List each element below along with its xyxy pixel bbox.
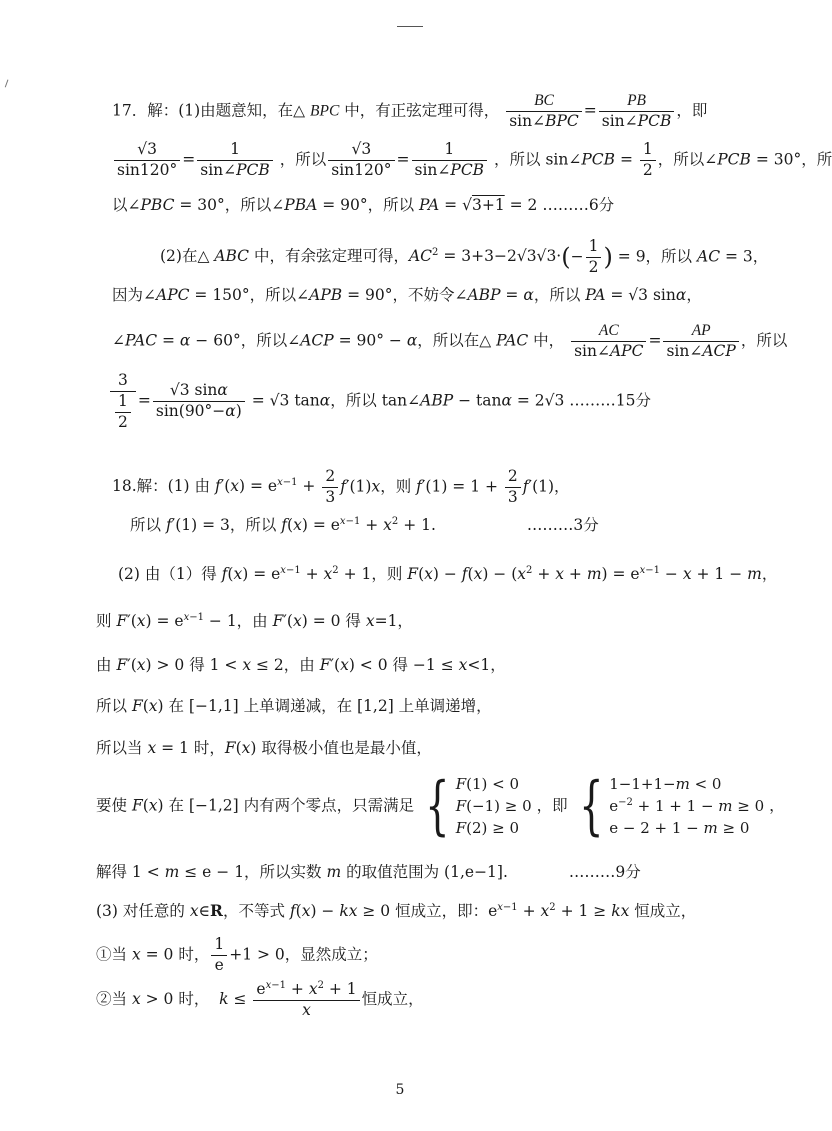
- line-18-2d: 所以 F(x) 在 [−1,1] 上单调递减，在 [1,2] 上单调递增，: [96, 697, 492, 715]
- line-17-2a: (2)在△ ABC 中，有余弦定理可得，$AC^2 = 3+3-2√3√3\cdot(-$ $\frac{1}{2}$ ) = 9，所以 AC = 3，: [160, 237, 769, 276]
- line-18-2f: 要使 F(x) 在 [−1,2] 内有两个零点，只需满足 { F(1) < 0 F(−1) ≥ 0 F(2) ≥ 0 ，即 { 1−1+1−m < 0 $e^{-2} + 1 + 1 - m \ge 0$ e − 2 + 1 − m ≥ 0 ，: [96, 769, 785, 843]
- line-18-3b: ①当 x = 0 时， $\frac{1}{e}$ +1 > 0，显然成立；: [96, 935, 378, 974]
- line-17-1b: $\frac{√3}{\sin 120^\circ}$ = 1 sin∠PCB ，所以 $\frac{√3}{\sin 120^\circ}$ = 1 sin∠PCB ，所以 sin∠PCB = $\frac{1}{2}$ ，所以∠PCB = 30°，所: [112, 141, 832, 180]
- line-17-2d: $\frac{3}{\frac{1}{2}}$ = $\frac{√3 \sin\alpha}{\sin(90^\circ-\alpha)}$ = √3 tanα，所以 tan∠ABP − tanα = 2√3 ………15分: [108, 372, 651, 431]
- line-18-3c: ②当 x > 0 时， k ≤ $\frac{e^{x-1} + x^2 + 1}{x}$ 恒成立，: [96, 980, 424, 1019]
- line-18-1b: 所以 f′(1) = 3，所以 $f(x) = e^{x-1} + x^2 + 1$. ………3分: [130, 516, 599, 535]
- line-17-2c: ∠PAC = α − 60°，所以∠ACP = 90° − α，所以在△ PAC 中， AC sin∠APC = AP sin∠ACP ，所以: [112, 322, 788, 360]
- line-18-3a: (3) 对任意的 x∈R，不等式 f(x) − kx ≥ 0 恒成立，即：$e^{x-1} + x^2 + 1$ ≥ kx 恒成立，: [96, 901, 697, 921]
- line-17-2b: 因为∠APC = 150°，所以∠APB = 90°，不妨令∠ABP = α，所以 PA = √3 sinα，: [112, 286, 702, 304]
- line-18-2b: 则 $F'(x) = e^{x-1} - 1$，由 F′(x) = 0 得 x=1，: [96, 612, 413, 631]
- page-number: 5: [395, 1082, 405, 1098]
- line-18-2e: 所以当 x = 1 时，F(x) 取得极小值也是最小值，: [96, 739, 432, 757]
- top-mark: [397, 26, 423, 27]
- line-18-2c: 由 F′(x) > 0 得 1 < x ≤ 2，由 F′(x) < 0 得 −1 ≤ x<1，: [96, 656, 506, 674]
- edge-mark: [5, 80, 11, 89]
- line-17-1a: 17．解：(1)由题意知，在△ BPC 中，有正弦定理可得， BC sin∠BPC = PB sin∠PCB ，即: [112, 92, 708, 130]
- line-17-1c: 以∠PBC = 30°，所以∠PBA = 90°，所以 PA = √3+1 = 2 ………6分: [112, 196, 615, 214]
- line-18-2g: 解得 1 < m ≤ e − 1，所以实数 m 的取值范围为 (1,e−1]. ………9分: [96, 863, 641, 881]
- line-18-2a: (2) 由（1）得 $f(x) = e^{x-1} + x^2 + 1$，则 $F(x) - f(x) - (x^2 + x + m) = e^{x-1} - x + 1 - m$，: [118, 565, 778, 584]
- line-18-1a: 18.解：(1) 由 $f'(x) = e^{x-1}$ + $\frac{2}{3}$ f′(1)x，则 f′(1) = 1 + $\frac{2}{3}$ f′(1)，: [112, 467, 570, 506]
